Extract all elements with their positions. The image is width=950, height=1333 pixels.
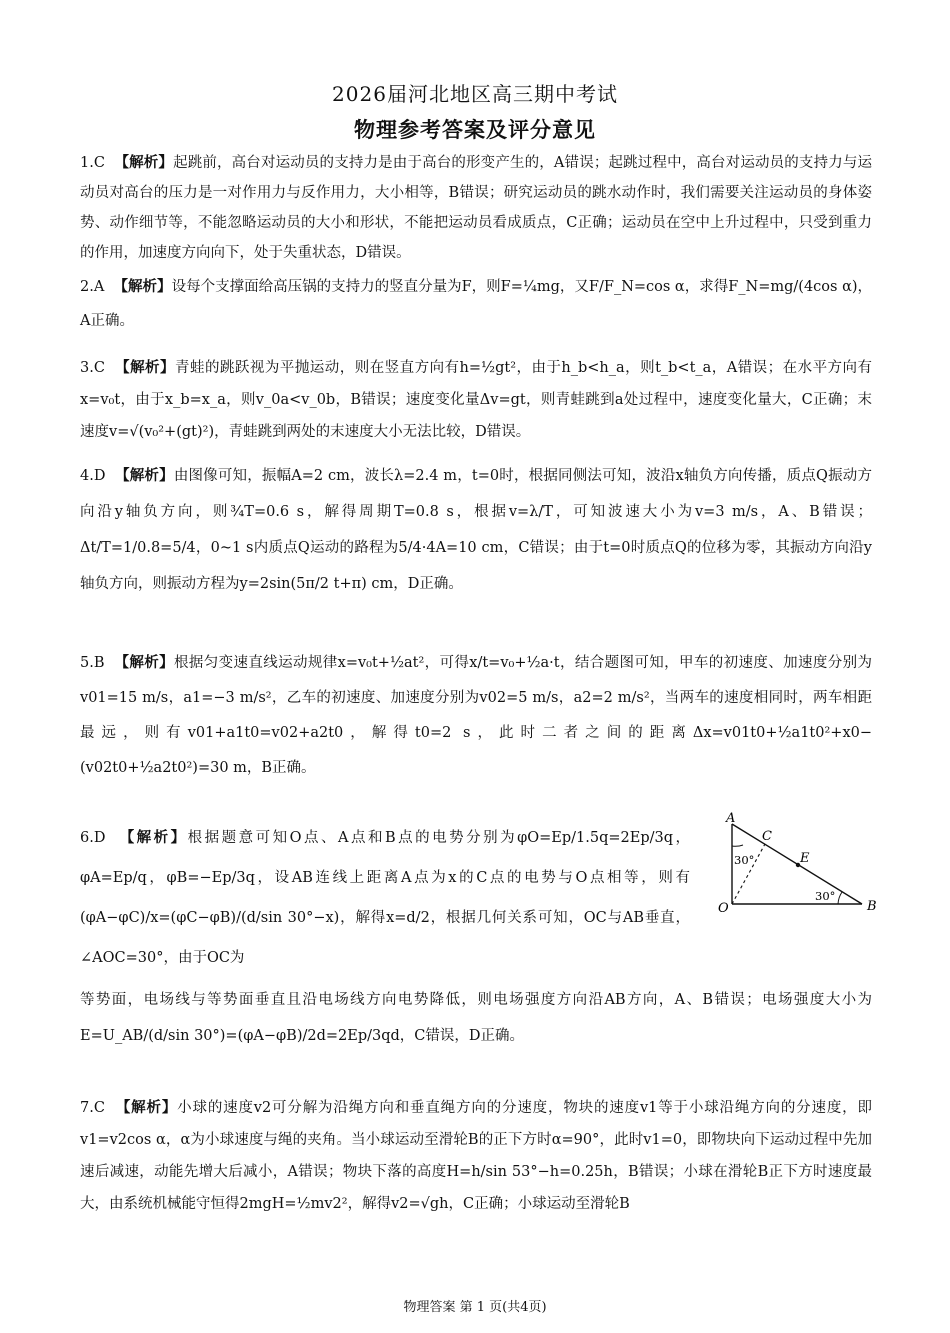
answer-text: 青蛙的跳跃视为平抛运动，则在竖直方向有h=½gt²，由于h_b<h_a，则t_b<t_a，A错误；在水平方向有x=v₀t，由于x_b=x_a，则v_0a<v_0b，B错误；速度变化量Δv=gt，则青蛙跳到a处过程中，速度变化量大，C正确；末速度v=√(v₀²+(gt)²)，青蛙跳到两处的末速度大小无法比较，D错误。 xyxy=(80,360,873,440)
answer-text: 设每个支撑面给高压锅的支持力的竖直分量为F，则F=¼mg，又F/F_N=cos α，求得F_N=mg/(4cos α)，A正确。 xyxy=(80,279,873,329)
answer-number: 2.A xyxy=(80,279,105,295)
triangle-field-diagram xyxy=(712,812,882,922)
analysis-tag: 【解析】 xyxy=(115,468,174,484)
answer-text: 由图像可知，振幅A=2 cm，波长λ=2.4 m，t=0时，根据同侧法可知，波沿x轴负方向传播，质点Q振动方向沿y轴负方向，则¾T=0.6 s，解得周期T=0.8 s，根据v=λ/T，可知波速大小为v=3 m/s，A、B错误；Δt/T=1/0.8=5/4，0~1 s内质点Q运动的路程为5/4·4A=10 cm，C错误；由于t=0时质点Q的位移为零，其振动方向沿y轴负方向，则振动方程为y=2sin(5π/2 t+π) cm，D正确。 xyxy=(80,468,872,592)
answer-text: 等势面，电场线与等势面垂直且沿电场线方向电势降低，则电场强度方向沿AB方向，A、B错误；电场强度大小为E=U_AB/(d/sin 30°)=(φA−φB)/2d=2Ep/3qd，C错误，D正确。 xyxy=(80,992,872,1044)
answer-number: 3.C xyxy=(80,360,105,376)
angle-label-top: 30° xyxy=(734,853,755,867)
answer-6-part1 xyxy=(80,818,690,978)
answer-text: 起跳前，高台对运动员的支持力是由于高台的形变产生的，A错误；起跳过程中，高台对运动员的支持力与运动员对高台的压力是一对作用力与反作用力，大小相等，B错误；研究运动员的跳水动作时，我们需要关注运动员的身体姿势、动作细节等，不能忽略运动员的大小和形状，不能把运动员看成质点，C正确；运动员在空中上升过程中，只受到重力的作用，加速度方向向下，处于失重状态，D错误。 xyxy=(80,155,873,261)
label-b: B xyxy=(867,899,877,914)
analysis-tag: 【解析】 xyxy=(119,830,188,846)
analysis-tag: 【解析】 xyxy=(113,279,172,295)
label-e: E xyxy=(800,851,810,866)
answer-number: 5.B xyxy=(80,655,105,671)
label-a: A xyxy=(726,812,736,826)
analysis-tag: 【解析】 xyxy=(115,360,176,376)
answer-text: 小球的速度v2可分解为沿绳方向和垂直绳方向的分速度，物块的速度v1等于小球沿绳方向的分速度，即v1=v2cos α，α为小球速度与绳的夹角。当小球运动至滑轮B的正下方时α=90°，此时v1=0，即物块向下运动过程中先加速后减速，动能先增大后减小，A错误；物块下落的高度H=h/sin 53°−h=0.25h，B错误；小球在滑轮B正下方时速度最大，由系统机械能守恒得2mgH=½mv2²，解得v2=√gh，C正确；小球运动至滑轮B xyxy=(80,1100,873,1212)
answer-1 xyxy=(80,148,872,268)
analysis-tag: 【解析】 xyxy=(115,1100,178,1116)
angle-label-bottom: 30° xyxy=(815,889,836,903)
angle-arc-bottom xyxy=(838,892,842,904)
exam-title: 2026届河北地区高三期中考试 xyxy=(332,82,618,106)
answer-number: 4.D xyxy=(80,468,106,484)
answer-3 xyxy=(80,352,872,448)
answer-6-part2 xyxy=(80,982,872,1054)
answer-number: 7.C xyxy=(80,1100,105,1116)
analysis-tag: 【解析】 xyxy=(114,655,174,671)
analysis-tag: 【解析】 xyxy=(114,155,174,171)
answer-text: 根据匀变速直线运动规律x=v₀t+½at²，可得x/t=v₀+½a·t，结合题图可知，甲车的初速度、加速度分别为v01=15 m/s，a1=−3 m/s²，乙车的初速度、加速度分别为v02=5 m/s，a2=2 m/s²，当两车的速度相同时，两车相距最远，则有v01+a1t0=v02+a2t0，解得t0=2 s，此时二者之间的距离Δx=v01t0+½a1t0²+x0−(v02t0+½a2t0²)=30 m，B正确。 xyxy=(80,655,873,776)
answer-text: 根据题意可知O点、A点和B点的电势分别为φO=Ep/1.5q=2Ep/3q，φA=Ep/q，φB=−Ep/3q，设AB连线上距离A点为x的C点的电势与O点相等，则有(φA−φC)/x=(φC−φB)/(d/sin 30°−x)，解得x=d/2，根据几何关系可知，OC与AB垂直，∠AOC=30°，由于OC为 xyxy=(80,830,691,966)
answer-subtitle: 物理参考答案及评分意见 xyxy=(354,118,596,142)
label-c: C xyxy=(762,829,772,844)
page-footer: 物理答案 第 1 页(共4页) xyxy=(403,1300,547,1315)
answer-4 xyxy=(80,458,872,602)
answer-5 xyxy=(80,646,872,786)
label-o: O xyxy=(718,901,729,916)
answer-number: 1.C xyxy=(80,155,105,171)
answer-number: 6.D xyxy=(80,830,106,846)
answer-7 xyxy=(80,1092,872,1220)
angle-arc-top xyxy=(732,845,743,846)
answer-2 xyxy=(80,270,872,338)
